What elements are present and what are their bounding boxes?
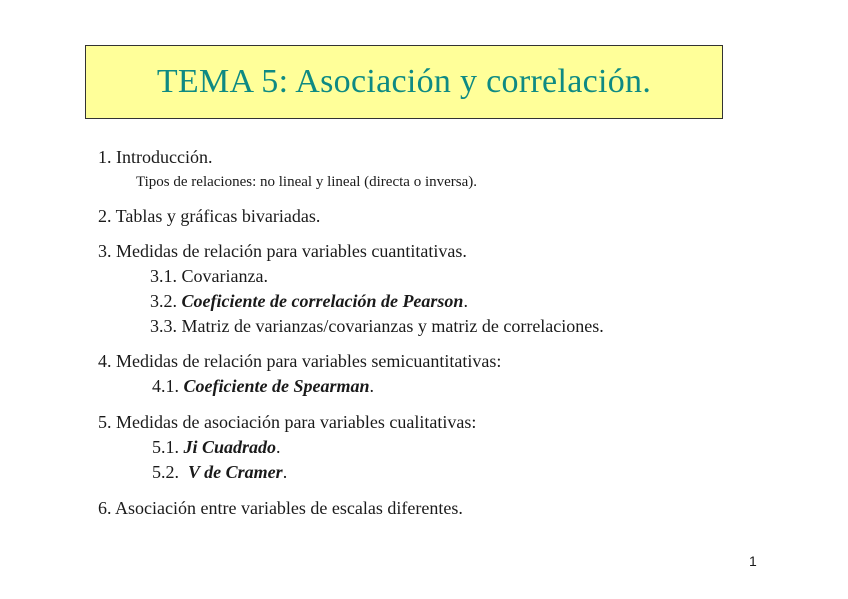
item-period: .	[282, 462, 288, 482]
outline-item-6: 6. Asociación entre variables de escalas diferentes.	[98, 498, 463, 518]
outline-item-2: 2. Tablas y gráficas bivariadas.	[98, 206, 321, 226]
item-period: .	[463, 291, 468, 311]
outline-subitem-4-1	[152, 375, 374, 397]
emphasis-term: Coeficiente de correlación de Pearson	[181, 291, 464, 311]
slide-title: TEMA 5: Asociación y correlación.	[156, 63, 652, 100]
item-period: .	[276, 437, 281, 457]
outline-item-3: 3. Medidas de relación para variables cuantitativas.	[98, 241, 467, 261]
outline-subitem-5-1	[152, 436, 281, 458]
item-number: 3.2.	[150, 291, 182, 311]
outline-subitem-3-3: 3.3. Matriz de varianzas/covarianzas y matriz de correlaciones.	[150, 316, 604, 336]
item-period: .	[369, 376, 374, 396]
page-number: 1	[749, 553, 757, 569]
emphasis-term: Ji Cuadrado	[183, 437, 277, 457]
outline-subitem-3-2	[150, 290, 468, 312]
outline-subitem-1: Tipos de relaciones: no lineal y lineal (directa o inversa).	[136, 174, 478, 190]
outline-subitem-3-1: 3.1. Covarianza.	[150, 266, 268, 286]
emphasis-term: V de Cramer	[188, 462, 283, 482]
emphasis-term: Coeficiente de Spearman	[183, 376, 370, 396]
title-box	[85, 45, 723, 119]
outline-item-5: 5. Medidas de asociación para variables cualitativas:	[98, 412, 477, 432]
item-number: 4.1.	[152, 376, 184, 396]
item-number: 5.1.	[152, 437, 184, 457]
outline-item-4: 4. Medidas de relación para variables semicuantitativas:	[98, 351, 502, 371]
item-number: 5.2.	[152, 462, 188, 482]
outline-subitem-5-2	[152, 461, 287, 483]
outline-item-1: 1. Introducción.	[98, 147, 213, 167]
